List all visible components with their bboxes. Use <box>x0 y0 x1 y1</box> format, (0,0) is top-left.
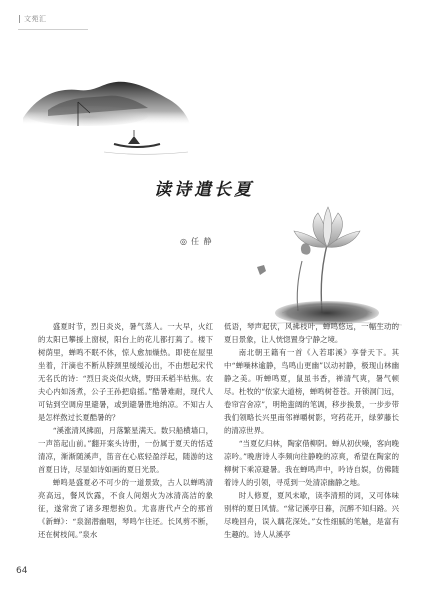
author-mark: ◎ <box>180 237 188 246</box>
paragraph: “当夏亿归林，陶家借柳阴。蝉从初伏噪，客向晚凉吟。”晚唐诗人李频向往静晚的凉爽，希望在陶家的柳树下乘凉避暑。我在蝉鸣声中，吟诗自娱，仿佛随着诗人的引领，寻觅到一处清凉幽静之地。 <box>224 439 399 487</box>
header-divider <box>19 15 20 23</box>
paragraph: 时人修夏，夏风未歇，读李清照的词，又可体味别样的夏日风情。“常记溪亭日暮，沉醉不知归路。兴尽晚回舟，误入藕花深处。”女性细腻的笔触，是富有生趣的。诗人从溪亭 <box>224 491 399 539</box>
left-column <box>38 320 213 541</box>
section-name: 文苑汇 <box>24 15 47 23</box>
author-line <box>180 236 213 247</box>
paragraph: 南北朝王籍有一首《入若耶溪》享誉天下。其中“蝉噪林逾静，鸟鸣山更幽”以动衬静，极现山林幽静之美。听蝉鸣夏，鼠虽书香，禅清气爽，暑气顿尽。杜牧的“依家大道榜，蝉鸣树苍苍。开锁洞门远，卷帘宫舍凉”，明艳蛮阔的笔调，移步换景，一步步带我们领略长兴里南邻禅嚼树影，穹药花开，绿萝藤长的清凉世界。 <box>224 348 399 435</box>
header-rule <box>18 29 88 30</box>
paragraph: “溪涨清风拂面，月落繁星满天。数只船横墙口，一声笛起山前。”翻开案头诗册，一份属于夏天的恬适清凉，渐渐随溪声，笛音在心底轻盈浮起，随游的这首夏日诗，尽显如诗如画的夏日光景。 <box>38 426 213 474</box>
author-name: 任 静 <box>190 237 213 246</box>
section-header <box>19 14 47 24</box>
right-column <box>224 320 399 541</box>
ink-mountain-illustration <box>18 60 218 190</box>
page-number: 64 <box>16 566 28 576</box>
article-title: 读诗遣长夏 <box>154 180 254 200</box>
paragraph: 蝉鸣是盛夏必不可少的一道景致，古人以蝉鸣清亮高远，餐风饮露，不食人间烟火为冰清高洁的象征，遂常赏了诸多理想抱负。尤喜唐代卢仝的那首《新蝉》：“泉溜潜幽咽，琴鸣乍往还。长风剪不断，还在树枝间。”泉水 <box>38 478 213 539</box>
paragraph: 盛夏时节，烈日炎炎，暑气蒸人。一大早，火红的太阳已攀援上窗棂，阳台上的花儿都打蔫了。楼下树荫里，蝉鸣不眠不休，惊人愈加燥热。即使在屋里坐着，汗滴也不断从脖颈里缓缓沁出，不由想起宋代无名氏的诗：“烈日炎炎似火烧，野田禾稻半枯焦。农夫心内如汤煮，公子王孙把扇摇。”酷暑难耐，现代人可钻到空调房里避暑，或到避暑胜地纳凉。不知古人是怎样熬过长夏酷暑的？ <box>38 322 213 422</box>
paragraph: 低语，琴声起伏，风拂枝叶，蝉鸣悠远，一幅生动的夏日景象，让人恍惚置身宁静之境。 <box>224 322 399 344</box>
lotus-illustration <box>232 195 417 330</box>
